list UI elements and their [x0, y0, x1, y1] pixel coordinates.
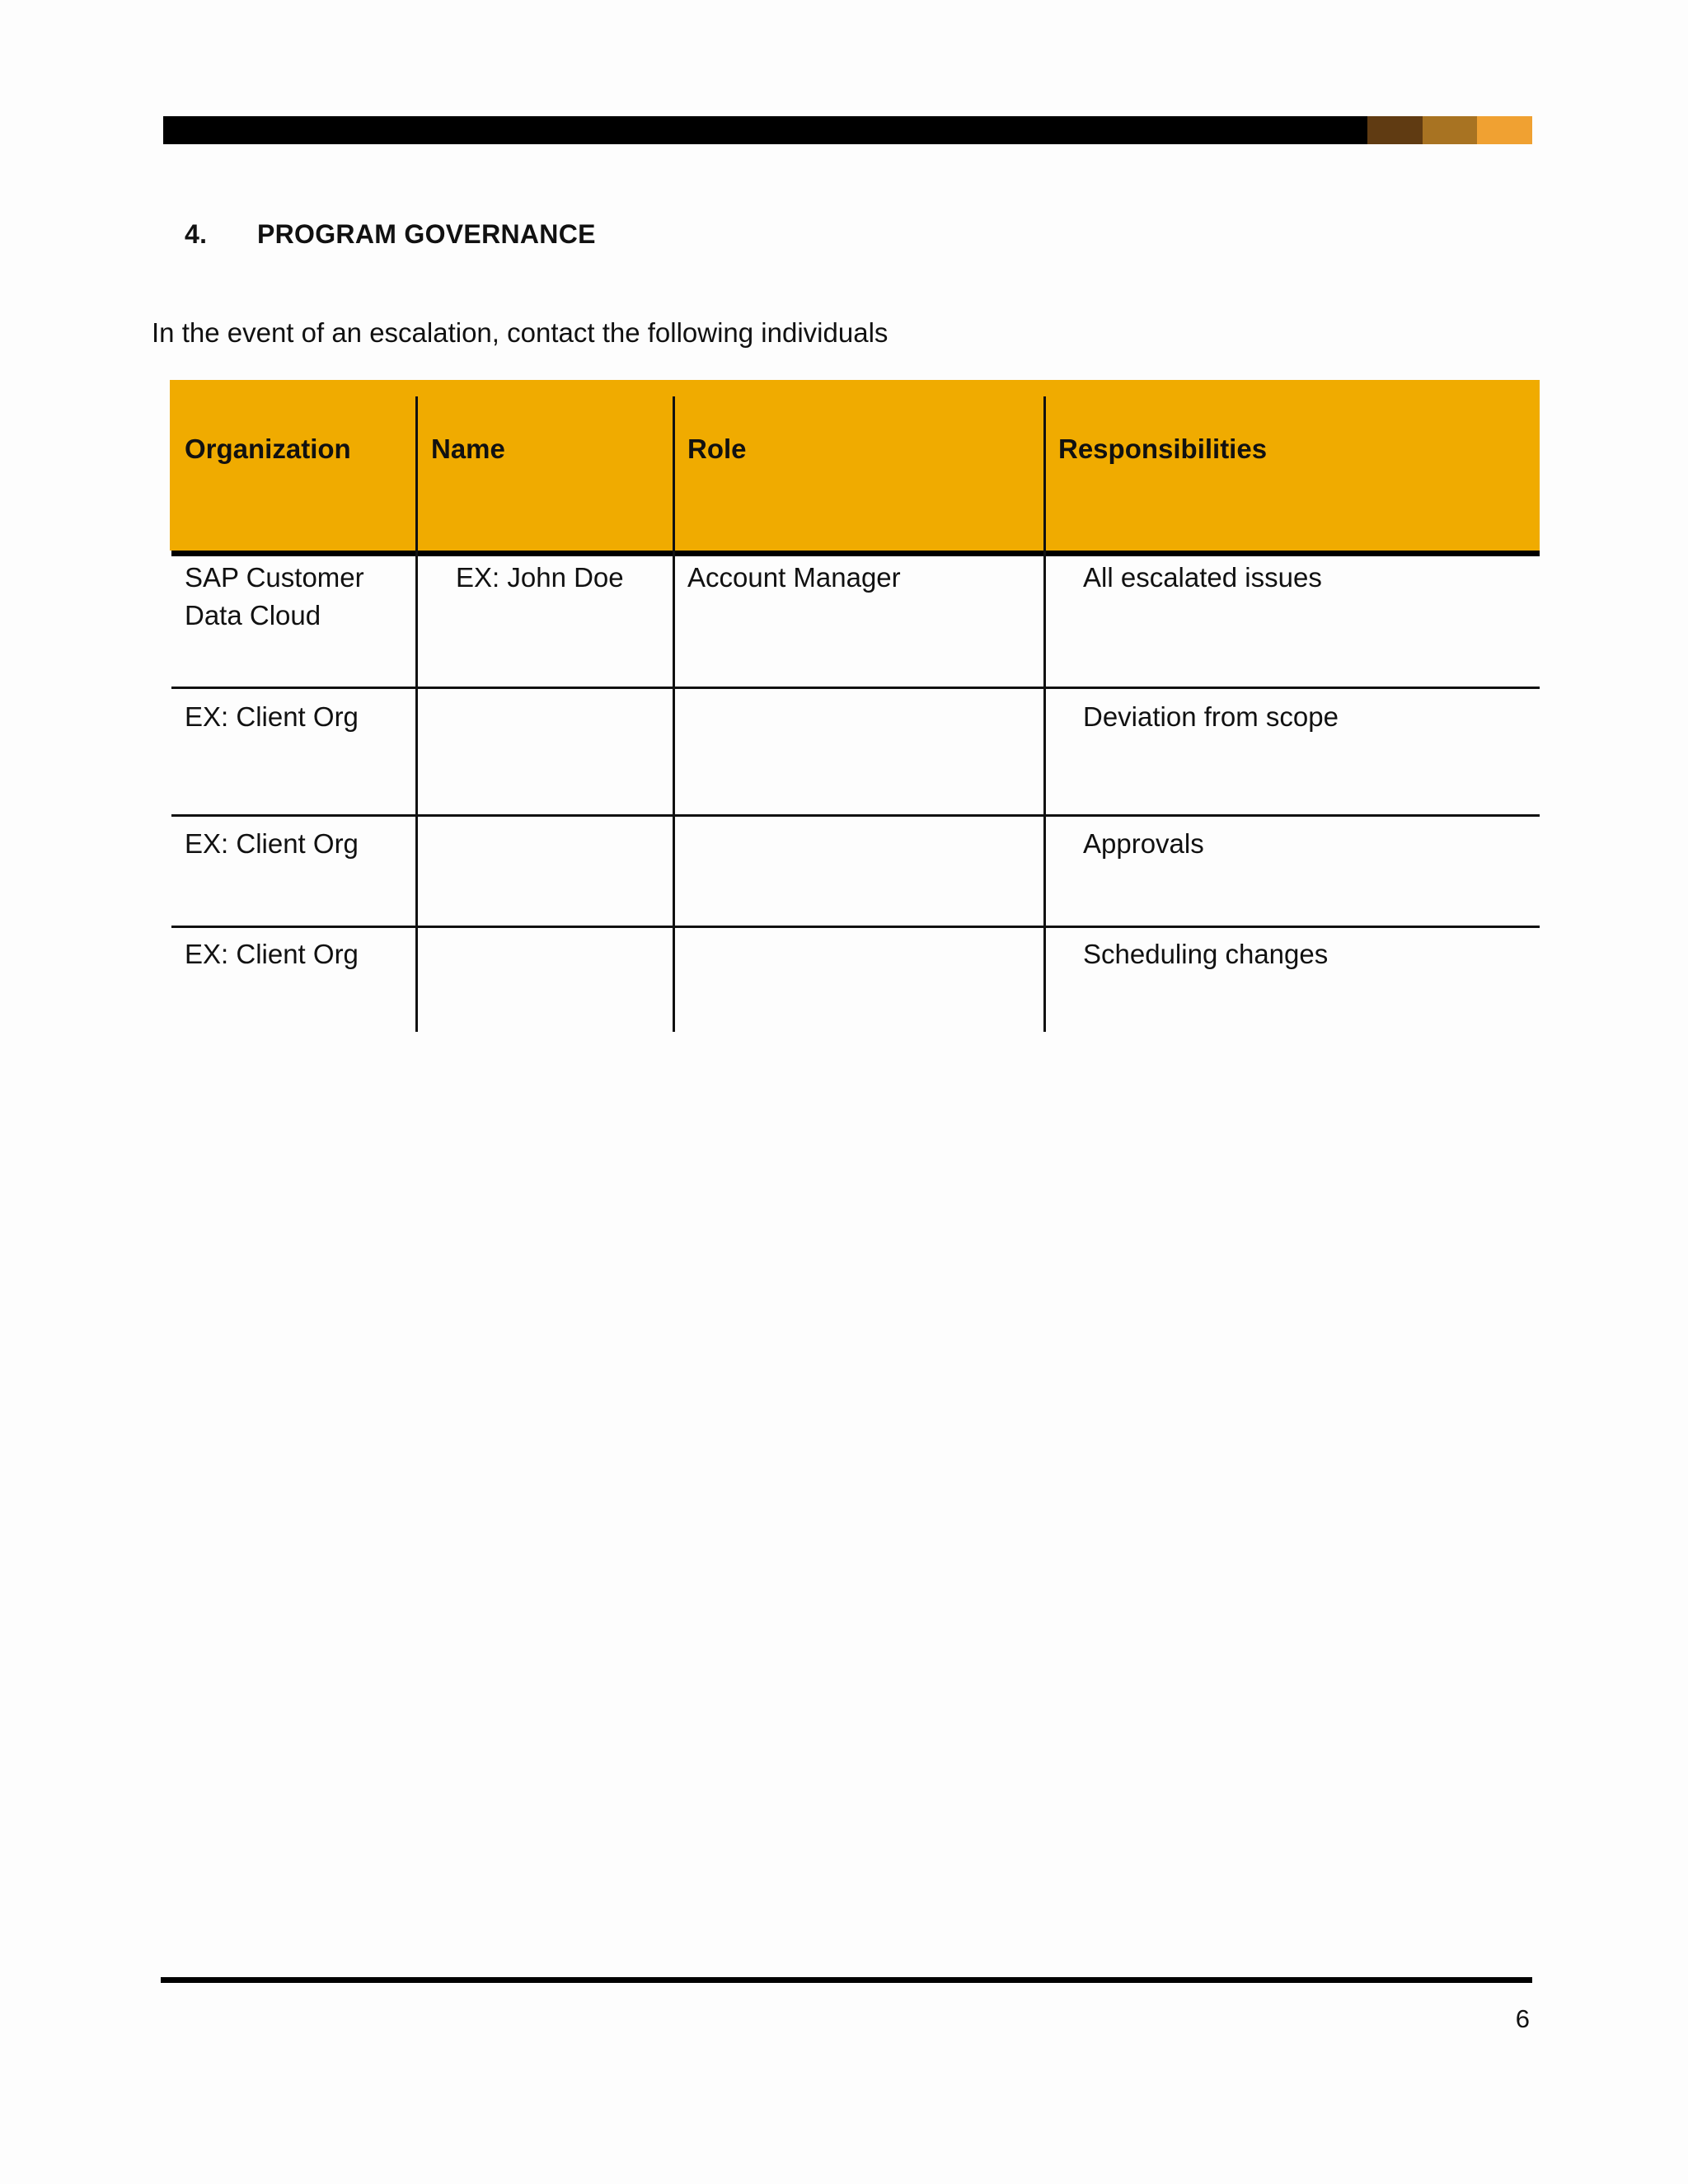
table-header-background [170, 380, 1540, 551]
escalation-table [170, 380, 1540, 1033]
table-header-rule [171, 551, 1540, 556]
cell-organization: EX: Client Org [185, 939, 359, 969]
header-bar-black [163, 116, 1367, 144]
header-swatch-dark [1367, 116, 1423, 144]
cell-responsibilities: Scheduling changes [1083, 939, 1329, 969]
row-divider [171, 687, 1540, 689]
cell-role: Account Manager [687, 562, 901, 593]
header-swatch-light [1477, 116, 1532, 144]
column-divider [1043, 396, 1046, 1032]
column-divider [415, 396, 418, 1032]
intro-paragraph: In the event of an escalation, contact the following individuals [152, 317, 889, 348]
page-number: 6 [1515, 2004, 1530, 2033]
header-organization: Organization [185, 434, 351, 464]
cell-organization: SAP Customer Data Cloud [185, 562, 364, 630]
header-role: Role [687, 434, 747, 464]
header-swatch-mid [1423, 116, 1477, 144]
section-title: PROGRAM GOVERNANCE [257, 219, 596, 249]
cell-responsibilities: Approvals [1083, 828, 1204, 859]
footer-rule [161, 1977, 1532, 1983]
header-color-bar [163, 116, 1532, 144]
header-name: Name [431, 434, 505, 464]
cell-responsibilities: Deviation from scope [1083, 701, 1339, 732]
cell-organization: EX: Client Org [185, 701, 359, 732]
cell-organization: EX: Client Org [185, 828, 359, 859]
row-divider [171, 814, 1540, 817]
section-heading [185, 219, 596, 250]
cell-name: EX: John Doe [456, 562, 624, 593]
cell-responsibilities: All escalated issues [1083, 562, 1322, 593]
header-responsibilities: Responsibilities [1058, 434, 1268, 464]
row-divider [171, 926, 1540, 928]
column-divider [673, 396, 675, 1032]
section-number: 4. [185, 219, 208, 249]
